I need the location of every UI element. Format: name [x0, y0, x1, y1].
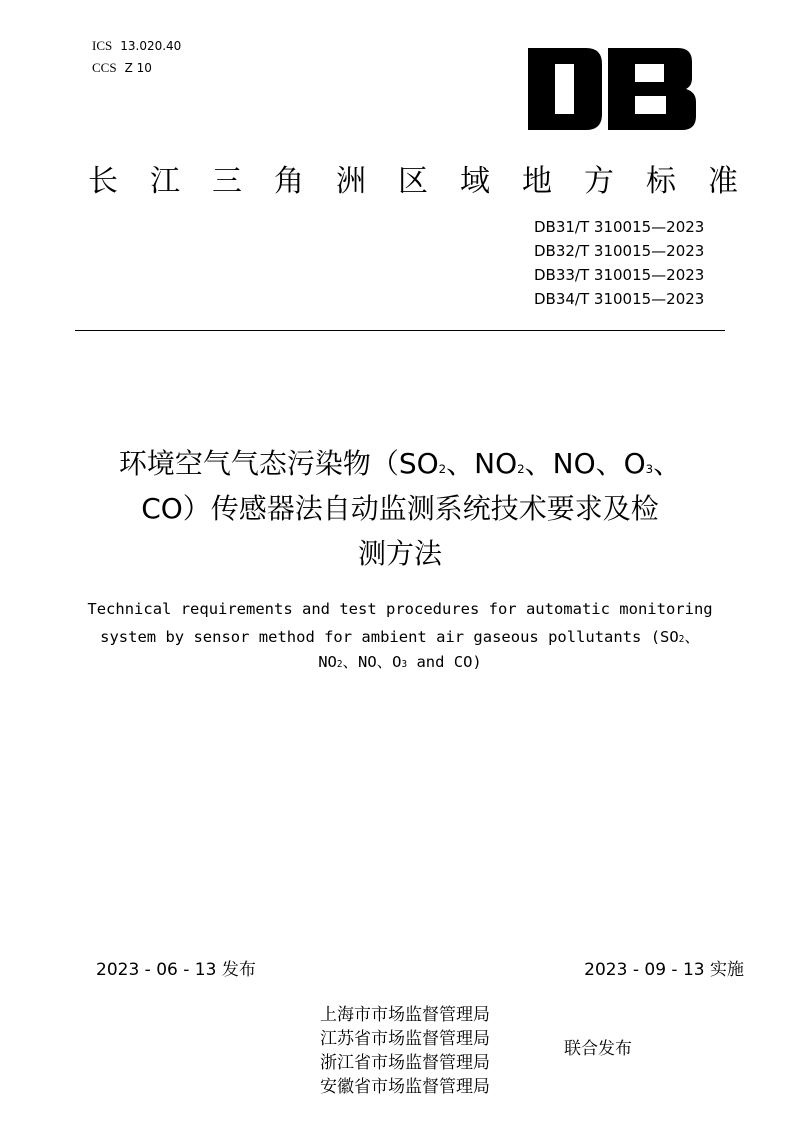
issuer: 江苏省市场监督管理局: [320, 1029, 490, 1049]
ics-code: [92, 38, 181, 54]
standard-code: DB32/T 310015—2023: [534, 242, 705, 260]
standard-code: DB31/T 310015—2023: [534, 218, 705, 236]
issuer: 安徽省市场监督管理局: [320, 1077, 490, 1097]
title-text: 、: [653, 447, 682, 480]
ics-label: ICS: [92, 38, 113, 53]
english-text: NO: [318, 653, 337, 671]
english-title-line-1: Technical requirements and test procedures for automatic monitoring: [87, 600, 713, 618]
title-text: 、NO: [446, 447, 518, 480]
ccs-code: [92, 60, 152, 76]
heading-char: 洲: [336, 164, 366, 199]
implement-date: 2023 - 09 - 13 实施: [584, 960, 744, 980]
heading-char: 方: [584, 164, 614, 199]
heading-char: 地: [522, 164, 552, 199]
heading-char: 角: [274, 164, 304, 199]
heading-char: 三: [212, 164, 242, 199]
divider: [75, 330, 725, 331]
heading-char: 准: [708, 164, 738, 199]
subscript: 3: [645, 462, 654, 476]
title-line-1: [60, 442, 740, 482]
heading-char: 标: [646, 164, 676, 199]
ccs-label: CCS: [92, 60, 117, 75]
heading-char: 长: [88, 164, 118, 199]
title-line-3: 测方法: [357, 537, 442, 570]
subscript: 2: [678, 634, 685, 645]
subscript: 2: [438, 462, 447, 476]
subscript: 2: [336, 659, 343, 670]
title-text: 环境空气气态污染物（SO: [118, 447, 439, 480]
standard-code: DB34/T 310015—2023: [534, 290, 705, 308]
subscript: 3: [401, 659, 408, 670]
ics-value: 13.020.40: [120, 39, 182, 53]
heading-char: 域: [460, 164, 490, 199]
english-text: 、: [684, 628, 700, 646]
english-text: and CO): [407, 653, 482, 671]
db-logo: [528, 48, 696, 130]
heading-char: 江: [150, 164, 180, 199]
joint-issue-label: 联合发布: [564, 1039, 632, 1059]
ccs-value: Z 10: [124, 61, 152, 75]
english-text: 、NO、O: [342, 653, 402, 671]
issuer: 浙江省市场监督管理局: [320, 1053, 490, 1073]
standard-type-heading: [88, 156, 738, 200]
english-title-line-3: [50, 650, 750, 672]
english-title-line-2: [50, 625, 750, 647]
standard-code: DB33/T 310015—2023: [534, 266, 705, 284]
title-line-2: CO）传感器法自动监测系统技术要求及检: [141, 492, 659, 525]
subscript: 2: [517, 462, 525, 476]
publish-date: 2023 - 06 - 13 发布: [96, 960, 256, 980]
issuer: 上海市市场监督管理局: [320, 1005, 490, 1025]
english-text: system by sensor method for ambient air gaseous pollutants (SO: [100, 628, 679, 646]
heading-char: 区: [398, 164, 428, 199]
title-text: 、NO、O: [524, 447, 646, 480]
